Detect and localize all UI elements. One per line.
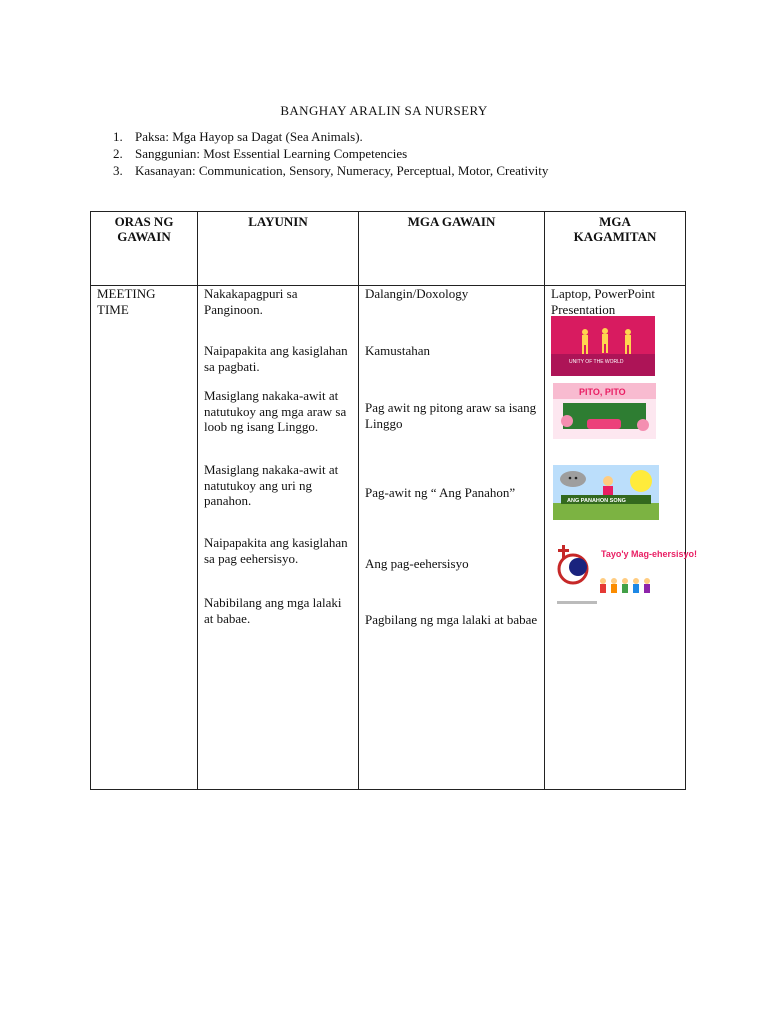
thumbnail-caption: UNITY OF THE WORLD [569, 359, 624, 365]
gawain-item: Kamustahan [365, 343, 430, 358]
header-oras: ORAS NG GAWAIN [114, 214, 174, 244]
thumbnail-caption: ANG PANAHON SONG [567, 498, 626, 504]
days-song-icon [553, 383, 656, 439]
list-item [113, 128, 548, 145]
exercise-icon [553, 539, 698, 609]
column-divider [544, 212, 545, 789]
lesson-table [90, 211, 698, 790]
layunin-item: Nakakapagpuri sa Panginoon. [204, 286, 298, 317]
weather-song-thumbnail [553, 465, 659, 520]
dancers-stage-thumbnail [551, 316, 655, 376]
lesson-info-list [113, 128, 548, 179]
header-kagamitan: MGA KAGAMITAN [573, 214, 657, 244]
exercise-thumbnail [553, 539, 698, 609]
header-gawain: MGA GAWAIN [407, 214, 496, 229]
layunin-item: Masiglang nakaka-awit at natutukoy ang uri ng panahon. [204, 462, 339, 508]
list-number: 2. [113, 146, 123, 161]
list-text: Sanggunian: Most Essential Learning Competencies [135, 146, 408, 161]
list-number: 1. [113, 129, 123, 144]
list-text: Kasanayan: Communication, Sensory, Numeracy, Perceptual, Motor, Creativity [135, 163, 549, 178]
thumbnail-caption: Tayo'y Mag-ehersisyo! [601, 549, 698, 559]
layunin-item: Masiglang nakaka-awit at natutukoy ang mga araw sa loob ng isang Linggo. [204, 388, 347, 434]
list-item [113, 162, 548, 179]
layunin-item: Naipapakita ang kasiglahan sa pag eehersisyo. [204, 535, 348, 566]
list-text: Paksa: Mga Hayop sa Dagat (Sea Animals). [135, 129, 363, 144]
oras-cell: MEETING TIME [97, 286, 156, 317]
column-divider [358, 212, 359, 789]
thumbnail-caption: PITO, PITO [579, 387, 626, 397]
gawain-item: Ang pag-eehersisyo [365, 556, 469, 571]
gawain-item: Pag awit ng pitong araw sa isang Linggo [365, 400, 537, 431]
list-number: 3. [113, 163, 123, 178]
dancers-stage-icon [551, 316, 655, 376]
gawain-item: Pagbilang ng mga lalaki at babae [365, 612, 538, 627]
gawain-item: Dalangin/Doxology [365, 286, 469, 301]
gawain-item: Pag-awit ng “ Ang Panahon” [365, 485, 516, 500]
weather-song-icon [553, 465, 659, 520]
layunin-item: Nabibilang ang mga lalaki at babae. [204, 595, 342, 626]
days-song-thumbnail [553, 383, 656, 439]
kagamitan-text: Laptop, PowerPoint Presentation [551, 286, 655, 317]
column-divider [197, 212, 198, 789]
page-title: BANGHAY ARALIN SA NURSERY [280, 103, 488, 118]
header-layunin: LAYUNIN [248, 214, 308, 229]
layunin-item: Naipapakita ang kasiglahan sa pagbati. [204, 343, 348, 374]
list-item [113, 145, 548, 162]
